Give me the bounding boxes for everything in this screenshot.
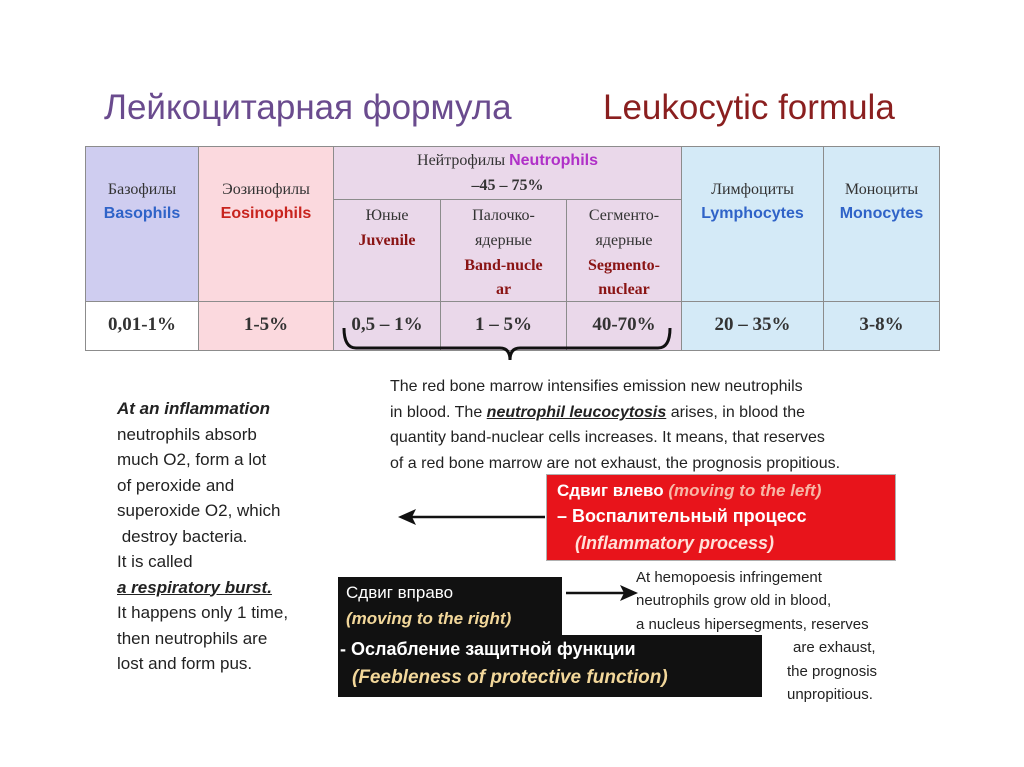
hemopoesis-line-2: neutrophils grow old in blood,: [636, 592, 832, 610]
lymphocytes-value: 20 – 35%: [714, 314, 791, 335]
eosinophils-en: Eosinophils: [220, 205, 312, 222]
hemopoesis-line-4: are exhaust,: [793, 639, 876, 657]
basophils-ru: Базофилы: [107, 181, 177, 198]
segmented-ru-2: ядерные: [595, 232, 653, 249]
bone-marrow-line-2: [390, 400, 950, 426]
lymphocytes-en: Lymphocytes: [701, 205, 804, 222]
right-arrow-icon: [566, 585, 638, 601]
inflammation-line-6: It is called: [117, 552, 193, 571]
monocytes-en: Monocytes: [839, 205, 924, 222]
left-arrow-icon: [398, 509, 545, 525]
inflammation-line-9: then neutrophils are: [117, 628, 268, 648]
juvenile-value: 0,5 – 1%: [351, 314, 423, 335]
inflammation-line-3: of peroxide and: [117, 475, 235, 495]
right-shift-en-2: (Feebleness of protective function): [352, 667, 668, 688]
bone-marrow-paragraph: [390, 374, 950, 476]
inflammation-line-1: neutrophils absorb: [117, 424, 257, 444]
left-shift-en-2: (Inflammatory process): [575, 533, 775, 553]
eosinophils-value: 1-5%: [243, 314, 289, 335]
right-shift-ru-1: Сдвиг вправо: [346, 583, 454, 602]
segmented-value: 40-70%: [592, 314, 656, 335]
basophils-en: Basophils: [103, 205, 181, 222]
neutrophils-range: –45 – 75%: [471, 177, 544, 194]
inflammation-paragraph: [117, 396, 357, 677]
lymphocytes-ru: Лимфоциты: [711, 181, 794, 198]
left-shift-en-1: (moving to the left): [668, 481, 822, 500]
title-russian: Лейкоцитарная формула: [104, 88, 512, 127]
band-ru-1: Палочко-: [472, 207, 535, 224]
left-shift-ru-1: Сдвиг влево: [557, 481, 669, 500]
inflammation-line-2: much O2, form a lot: [117, 450, 267, 469]
hemopoesis-line-5: the prognosis: [787, 662, 878, 680]
neutrophil-leucocytosis-term: neutrophil leucocytosis: [486, 403, 667, 421]
bone-marrow-line-3: quantity band-nuclear cells increases. It means, that reserves: [390, 429, 825, 447]
band-value: 1 – 5%: [475, 314, 532, 335]
segmented-en-2: nuclear: [598, 281, 650, 298]
respiratory-burst-term: a respiratory burst.: [117, 577, 272, 597]
bone-marrow-line-1: The red bone marrow intensifies emission new neutrophils: [390, 378, 803, 395]
juvenile-ru: Юные: [365, 207, 409, 224]
title-english: Leukocytic formula: [603, 88, 895, 127]
inflammation-line-5: destroy bacteria.: [117, 526, 248, 546]
left-shift-title: [557, 481, 821, 501]
inflammation-line-4: superoxide O2, which: [117, 501, 281, 520]
band-en-1: Band-nucle: [464, 257, 543, 274]
neutrophils-en: Neutrophils: [509, 152, 598, 169]
band-ru-2: ядерные: [474, 232, 532, 249]
inflammation-line-10: lost and form pus.: [117, 654, 253, 673]
bone-marrow-line-4: of a red bone marrow are not exhaust, the prognosis propitious.: [390, 454, 841, 472]
segmented-en-1: Segmento-: [588, 257, 660, 274]
bone-marrow-line-2a: in blood. The: [390, 403, 487, 421]
hemopoesis-line-6: unpropitious.: [787, 686, 873, 704]
segmented-ru-1: Сегменто-: [588, 207, 660, 224]
hemopoesis-paragraph: [636, 566, 877, 706]
band-en-2: ar: [495, 281, 512, 298]
monocytes-value: 3-8%: [859, 314, 904, 335]
inflammation-heading: At an inflammation: [117, 399, 271, 418]
monocytes-ru: Моноциты: [844, 181, 919, 198]
right-shift-ru-2: - Ослабление защитной функции: [340, 639, 636, 659]
right-shift-en-1: (moving to the right): [346, 609, 512, 628]
bone-marrow-line-2c: arises, in blood the: [666, 403, 806, 421]
juvenile-en: Juvenile: [358, 232, 416, 249]
basophils-value: 0,01-1%: [107, 314, 177, 335]
eosinophils-ru: Эозинофилы: [222, 181, 310, 198]
inflammation-line-8: It happens only 1 time,: [117, 603, 289, 622]
left-shift-box: [546, 474, 896, 561]
neutrophil-brace: [344, 328, 670, 360]
hemopoesis-line-1: At hemopoesis infringement: [636, 569, 822, 586]
neutrophils-ru: Нейтрофилы: [417, 152, 506, 169]
left-shift-ru-2: – Воспалительный процесс: [557, 506, 807, 526]
hemopoesis-line-3: a nucleus hipersegments, reserves: [636, 615, 869, 633]
right-shift-box-top: [338, 577, 562, 635]
